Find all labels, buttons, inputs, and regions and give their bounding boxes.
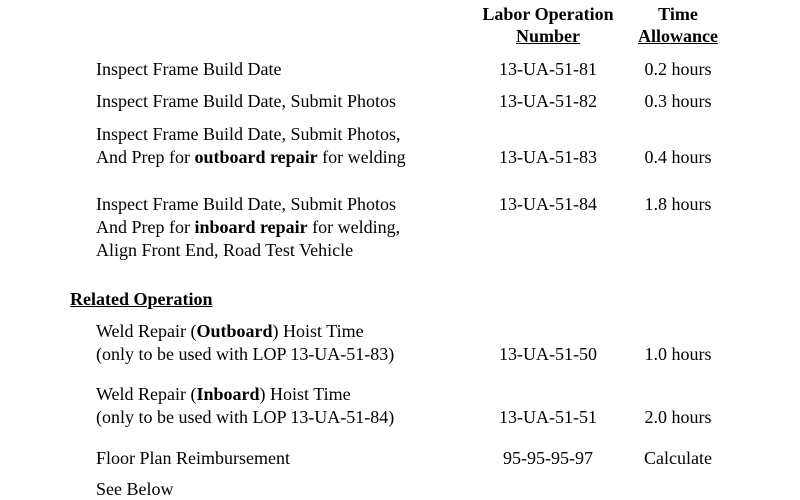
row-3-description-line2: And Prep for outboard repair for welding (96, 147, 406, 167)
time-allowance-header: Time Allowance (638, 4, 718, 46)
labor-operation-header: Labor Operation Number (482, 4, 614, 46)
related-row-2-time: 2.0 hours (644, 407, 712, 427)
row-4-description-line3: Align Front End, Road Test Vehicle (96, 240, 354, 260)
related-row-1-description-line2: (only to be used with LOP 13-UA-51-83) (96, 344, 395, 364)
related-row-2-number: 13-UA-51-51 (499, 407, 597, 427)
row-4-number: 13-UA-51-84 (499, 194, 597, 214)
row-4-description-line2: And Prep for inboard repair for welding, (96, 217, 401, 237)
row-3-number: 13-UA-51-83 (499, 147, 597, 167)
related-row-3-number: 95-95-95-97 (503, 448, 593, 468)
row-3-description-line1: Inspect Frame Build Date, Submit Photos, (96, 124, 401, 144)
related-row-2-description-line2: (only to be used with LOP 13-UA-51-84) (96, 407, 395, 427)
related-row-2-description-line1: Weld Repair (Inboard) Hoist Time (96, 384, 351, 404)
related-operation-heading: Related Operation (70, 289, 213, 309)
related-row-3-time: Calculate (644, 448, 712, 468)
related-row-1-time: 1.0 hours (644, 344, 712, 364)
row-2-time: 0.3 hours (644, 91, 712, 111)
row-4-description-line1: Inspect Frame Build Date, Submit Photos (96, 194, 396, 214)
row-2-description: Inspect Frame Build Date, Submit Photos (96, 91, 396, 111)
row-1-description: Inspect Frame Build Date (96, 59, 282, 79)
row-2-number: 13-UA-51-82 (499, 91, 597, 111)
row-4-time: 1.8 hours (644, 194, 712, 214)
see-below-text: See Below (96, 479, 174, 499)
related-row-1-description-line1: Weld Repair (Outboard) Hoist Time (96, 321, 364, 341)
related-row-3-description: Floor Plan Reimbursement (96, 448, 290, 468)
row-1-time: 0.2 hours (644, 59, 712, 79)
row-1-number: 13-UA-51-81 (499, 59, 597, 79)
row-3-time: 0.4 hours (644, 147, 712, 167)
related-row-1-number: 13-UA-51-50 (499, 344, 597, 364)
